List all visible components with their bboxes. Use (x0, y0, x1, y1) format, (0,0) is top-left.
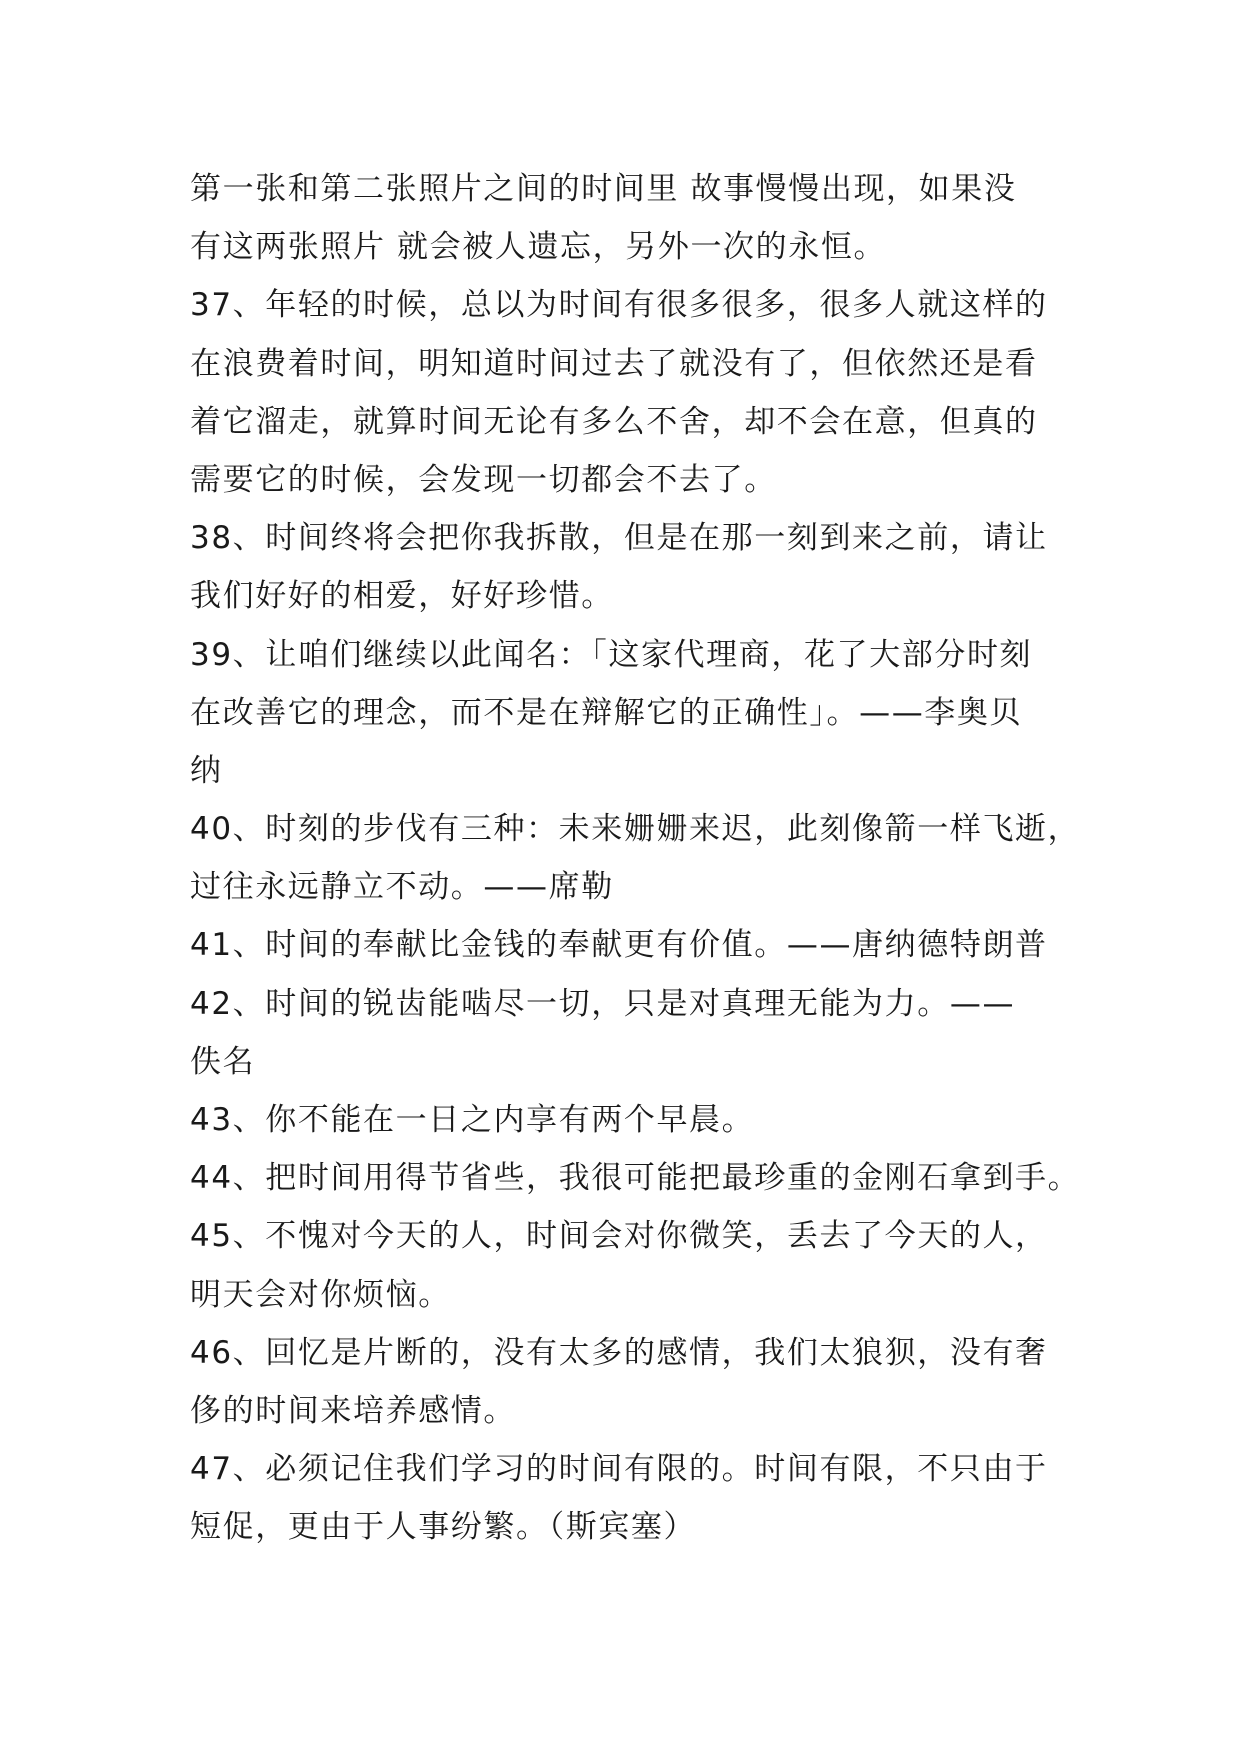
text-line: 明天会对你烦恼。 (190, 1276, 451, 1313)
text-line: 纳 (190, 752, 223, 789)
text-line: 短促，更由于人事纷繁。（斯宾塞） (190, 1509, 697, 1546)
text-line: 在浪费着时间，明知道时间过去了就没有了，但依然还是看 (190, 345, 1038, 382)
text-line: 43、你不能在一日之内享有两个早晨。 (190, 1102, 755, 1138)
text-line: 需要它的时候，会发现一切都会不去了。 (190, 461, 777, 498)
text-line: 45、不愧对今天的人，时间会对你微笑，丢去了今天的人， (190, 1218, 1048, 1255)
text-line: 37、年轻的时候，总以为时间有很多很多，很多人就这样的 (190, 287, 1048, 324)
text-line: 40、时刻的步伐有三种：未来姗姗来迟，此刻像箭一样飞逝， (190, 811, 1081, 848)
text-line: 39、让咱们继续以此闻名：「这家代理商，花了大部分时刻 (190, 636, 1033, 673)
text-line: 41、时间的奉献比金钱的奉献更有价值。——唐纳德特朗普 (190, 927, 1048, 964)
text-line: 侈的时间来培养感情。 (190, 1392, 516, 1429)
text-line: 46、回忆是片断的，没有太多的感情，我们太狼狈，没有奢 (190, 1334, 1048, 1371)
text-line: 有这两张照片 就会被人遗忘，另外一次的永恒。 (190, 229, 887, 266)
text-line: 47、必须记住我们学习的时间有限的。时间有限，不只由于 (190, 1451, 1048, 1488)
text-line: 44、把时间用得节省些，我很可能把最珍重的金刚石拿到手。 (190, 1160, 1081, 1197)
text-line: 佚名 (190, 1043, 256, 1080)
text-line: 第一张和第二张照片之间的时间里 故事慢慢出现，如果没 (190, 171, 1017, 207)
text-line: 38、时间终将会把你我拆散，但是在那一刻到来之前，请让 (190, 520, 1048, 557)
text-line: 42、时间的锐齿能啮尽一切，只是对真理无能为力。—— (190, 985, 1016, 1022)
text-line: 着它溜走，就算时间无论有多么不舍，却不会在意，但真的 (190, 403, 1038, 440)
body-text (190, 160, 1081, 1557)
text-line: 过往永远静立不动。——席勒 (190, 869, 614, 906)
text-line: 在改善它的理念，而不是在辩解它的正确性」。——李奥贝 (190, 694, 1023, 731)
text-line: 我们好好的相爱，好好珍惜。 (190, 578, 614, 615)
